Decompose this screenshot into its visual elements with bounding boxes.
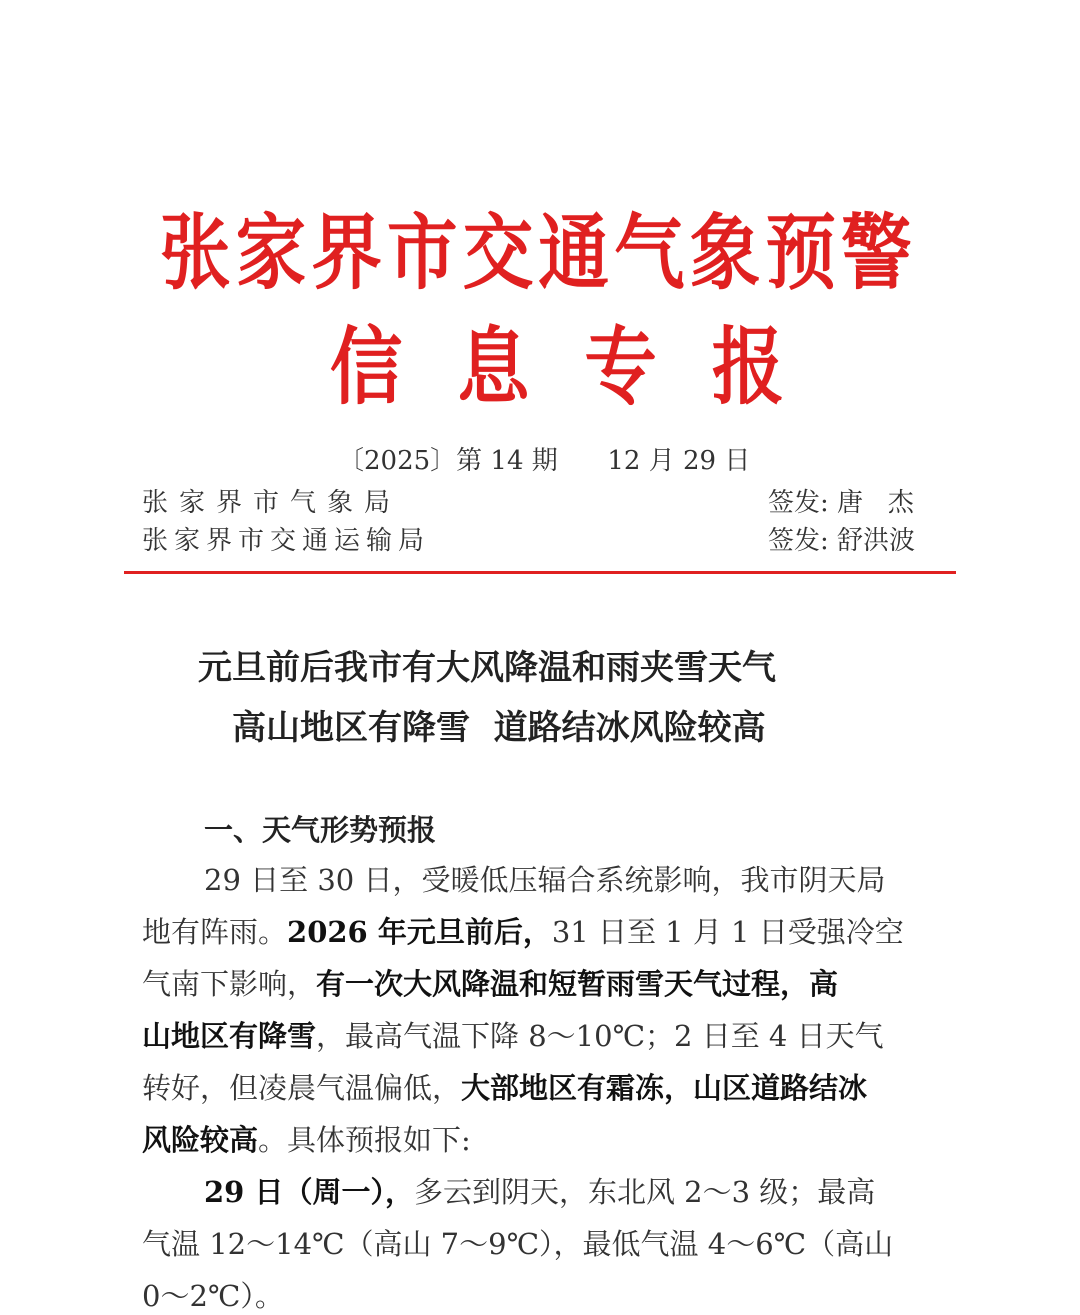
issuer-org-meteorology: 张家界市气象局 — [142, 488, 402, 518]
paragraph-line — [142, 962, 838, 1003]
bold-text: 2026 年元旦前后， — [287, 915, 552, 949]
text-run: 地有阵雨。 — [142, 915, 288, 949]
section-heading: 一、天气形势预报 — [204, 813, 437, 847]
paragraph-line — [204, 858, 885, 899]
bold-text: 29 日（周一）， — [204, 1175, 414, 1209]
signatory-1: 签发: 唐 杰 — [768, 488, 914, 518]
text-run: 气温 12～14℃（高山 7～9℃），最低气温 4～6℃（高山 — [142, 1227, 894, 1261]
red-divider — [124, 571, 956, 574]
text-run: 多云到阴天，东北风 2～3 级；最高 — [413, 1175, 876, 1209]
bold-text: 风险较高 — [142, 1123, 259, 1157]
paragraph-line — [142, 1274, 284, 1315]
text-run: 0～2℃）。 — [142, 1279, 284, 1313]
paragraph-line — [142, 1222, 893, 1263]
bold-text: 大部地区有霜冻，山区道路结冰 — [461, 1071, 868, 1105]
report-title-line2: 信息专报 — [330, 317, 840, 416]
headline-line2: 高山地区有降雪 道路结冰风险较高 — [232, 708, 766, 748]
text-run: ，最高气温下降 8～10℃；2 日至 4 日天气 — [316, 1019, 884, 1053]
issue-number-date: 〔2025〕第 14 期 12 月 29 日 — [338, 446, 751, 476]
text-run: 31 日至 1 月 1 日受强冷空 — [551, 915, 904, 949]
text-run: 转好，但凌晨气温偏低， — [142, 1071, 462, 1105]
text-run: 气南下影响， — [142, 967, 317, 1001]
paragraph-line — [142, 1014, 884, 1055]
bold-text: 山地区有降雪 — [142, 1019, 317, 1053]
paragraph-line — [142, 1118, 471, 1159]
paragraph-line — [142, 910, 904, 951]
report-title-line1: 张家界市交通气象预警 — [160, 205, 917, 301]
issuer-org-transport: 张家界市交通运输局 — [142, 526, 431, 556]
bold-text: 有一次大风降温和短暂雨雪天气过程，高 — [316, 967, 839, 1001]
paragraph-line — [142, 1066, 867, 1107]
text-run: 。具体预报如下: — [258, 1123, 471, 1157]
text-run: 29 日至 30 日，受暖低压辐合系统影响，我市阴天局 — [204, 863, 886, 897]
signatory-2: 签发: 舒洪波 — [768, 526, 916, 556]
headline-line1: 元旦前后我市有大风降温和雨夹雪天气 — [198, 648, 776, 688]
paragraph-line — [204, 1170, 875, 1211]
